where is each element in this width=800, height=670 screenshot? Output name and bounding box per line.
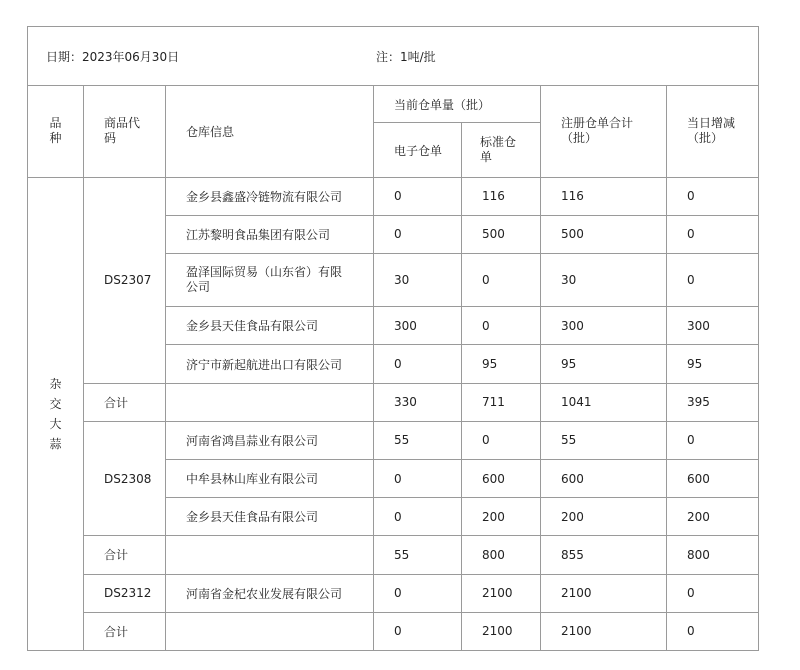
change-value: 0 — [667, 254, 759, 307]
standard-value: 200 — [462, 498, 541, 536]
table-row — [28, 574, 759, 612]
table-row — [28, 177, 759, 215]
header-variety: 品 种 — [28, 86, 84, 177]
standard-value: 600 — [462, 459, 541, 497]
meta-row — [28, 27, 759, 86]
standard-value: 2100 — [462, 612, 541, 650]
standard-value: 0 — [462, 307, 541, 345]
registered-value: 2100 — [541, 574, 667, 612]
unit-note: 注：1吨/批 — [376, 49, 436, 64]
empty-cell — [166, 383, 374, 421]
electronic-value: 0 — [374, 177, 462, 215]
change-value: 0 — [667, 612, 759, 650]
header-daily-change: 当日增减 （批） — [667, 86, 759, 177]
registered-value: 855 — [541, 536, 667, 574]
electronic-value: 0 — [374, 498, 462, 536]
electronic-value: 0 — [374, 459, 462, 497]
change-value: 395 — [667, 383, 759, 421]
standard-value: 800 — [462, 536, 541, 574]
registered-value: 95 — [541, 345, 667, 383]
registered-value: 500 — [541, 215, 667, 253]
header-current-receipts: 当前仓单量（批） — [374, 86, 541, 123]
warehouse-name: 中牟县林山库业有限公司 — [166, 459, 374, 497]
standard-value: 711 — [462, 383, 541, 421]
table-row — [28, 421, 759, 459]
electronic-value: 0 — [374, 215, 462, 253]
registered-value: 600 — [541, 459, 667, 497]
standard-value: 116 — [462, 177, 541, 215]
contract-code: DS2307 — [84, 177, 166, 383]
header-code: 商品代 码 — [84, 86, 166, 177]
change-value: 95 — [667, 345, 759, 383]
variety-cell: 杂 交 大 蒜 — [28, 177, 84, 650]
change-value: 300 — [667, 307, 759, 345]
change-value: 0 — [667, 215, 759, 253]
header-electronic: 电子仓单 — [374, 123, 462, 177]
registered-value: 2100 — [541, 612, 667, 650]
change-value: 0 — [667, 421, 759, 459]
change-value: 800 — [667, 536, 759, 574]
warehouse-name: 金乡县鑫盛冷链物流有限公司 — [166, 177, 374, 215]
header-warehouse: 仓库信息 — [166, 86, 374, 177]
electronic-value: 300 — [374, 307, 462, 345]
electronic-value: 0 — [374, 345, 462, 383]
subtotal-label: 合计 — [84, 536, 166, 574]
registered-value: 200 — [541, 498, 667, 536]
registered-value: 1041 — [541, 383, 667, 421]
report-date: 日期：2023年06月30日 — [46, 49, 180, 64]
warehouse-name: 江苏黎明食品集团有限公司 — [166, 215, 374, 253]
subtotal-row — [28, 536, 759, 574]
meta-cell — [28, 27, 759, 86]
subtotal-row — [28, 383, 759, 421]
empty-cell — [166, 612, 374, 650]
warehouse-name: 盈泽国际贸易（山东省）有限 公司 — [166, 254, 374, 307]
electronic-value: 55 — [374, 421, 462, 459]
warehouse-name: 河南省鸿昌蒜业有限公司 — [166, 421, 374, 459]
warehouse-name: 金乡县天佳食品有限公司 — [166, 307, 374, 345]
standard-value: 0 — [462, 421, 541, 459]
warehouse-name: 河南省金杞农业发展有限公司 — [166, 574, 374, 612]
change-value: 0 — [667, 177, 759, 215]
contract-code: DS2312 — [84, 574, 166, 612]
header-row — [28, 86, 759, 123]
registered-value: 300 — [541, 307, 667, 345]
registered-value: 116 — [541, 177, 667, 215]
warehouse-name: 金乡县天佳食品有限公司 — [166, 498, 374, 536]
warehouse-receipt-table — [27, 26, 759, 651]
registered-value: 55 — [541, 421, 667, 459]
electronic-value: 0 — [374, 612, 462, 650]
contract-code: DS2308 — [84, 421, 166, 536]
registered-value: 30 — [541, 254, 667, 307]
electronic-value: 330 — [374, 383, 462, 421]
header-registered-total: 注册仓单合计 （批） — [541, 86, 667, 177]
standard-value: 0 — [462, 254, 541, 307]
subtotal-label: 合计 — [84, 612, 166, 650]
subtotal-row — [28, 612, 759, 650]
change-value: 0 — [667, 574, 759, 612]
subtotal-label: 合计 — [84, 383, 166, 421]
electronic-value: 0 — [374, 574, 462, 612]
header-standard: 标准仓 单 — [462, 123, 541, 177]
electronic-value: 55 — [374, 536, 462, 574]
standard-value: 95 — [462, 345, 541, 383]
change-value: 600 — [667, 459, 759, 497]
change-value: 200 — [667, 498, 759, 536]
empty-cell — [166, 536, 374, 574]
electronic-value: 30 — [374, 254, 462, 307]
warehouse-name: 济宁市新起航进出口有限公司 — [166, 345, 374, 383]
standard-value: 500 — [462, 215, 541, 253]
standard-value: 2100 — [462, 574, 541, 612]
